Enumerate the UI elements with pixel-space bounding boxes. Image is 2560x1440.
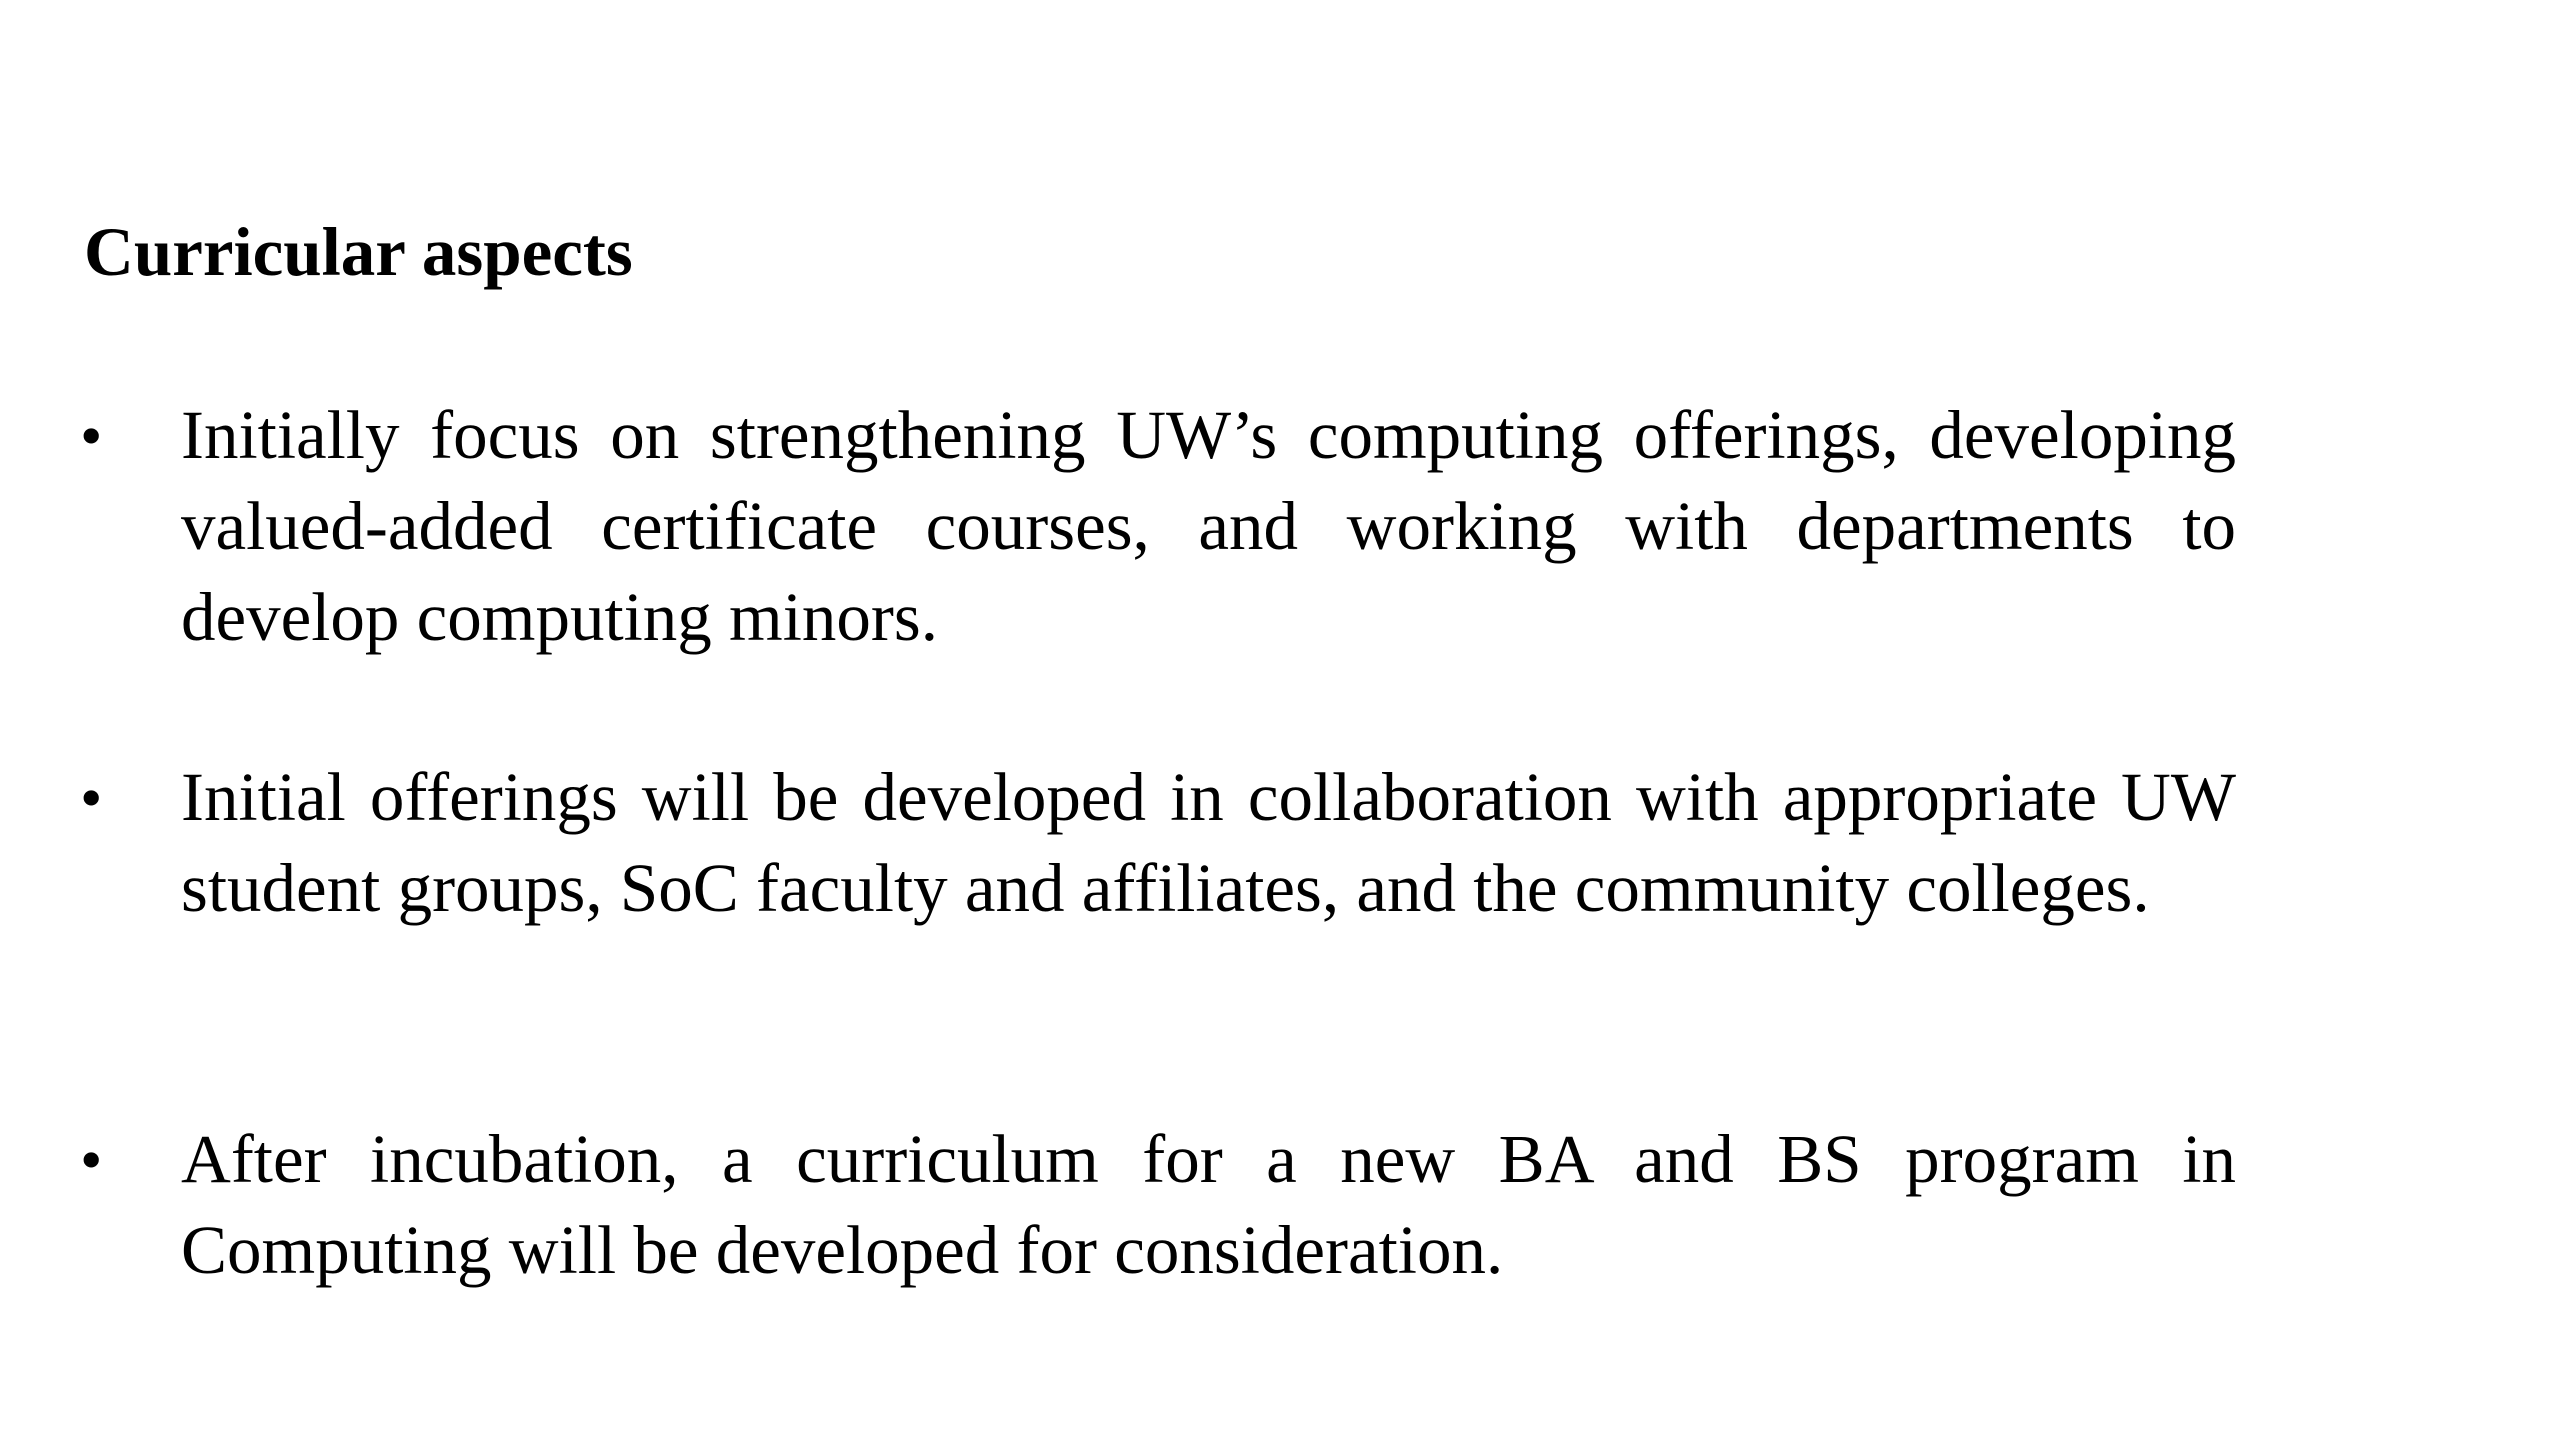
slide-title: Curricular aspects: [84, 214, 633, 290]
bullet-text: Initial offerings will be developed in collaboration with appropriate UW student groups, SoC faculty and affiliates, and the community colleges.: [181, 759, 2236, 926]
bullet-icon: •: [80, 1124, 103, 1195]
bullet-icon: •: [80, 400, 103, 471]
bullet-text: After incubation, a curriculum for a new BA and BS program in Computing will be developed for consideration.: [181, 1121, 2236, 1288]
bullet-icon: •: [80, 762, 103, 833]
bullet-text: Initially focus on strengthening UW’s computing offerings, developing valued-added certificate courses, and working with departments to develop computing minors.: [181, 397, 2236, 655]
